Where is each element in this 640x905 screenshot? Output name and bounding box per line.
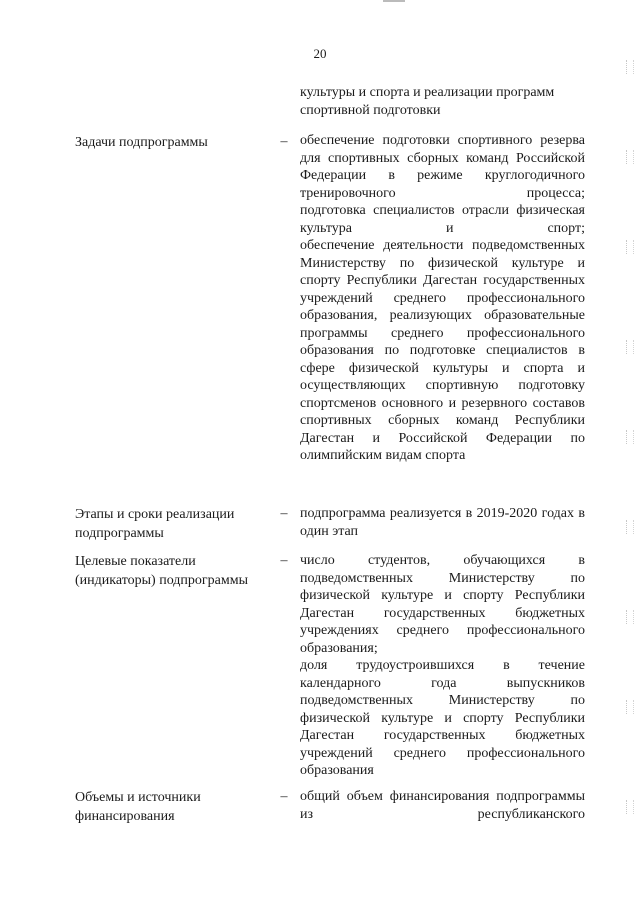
scan-artifact: [626, 520, 634, 534]
scan-artifact: [626, 800, 634, 814]
continued-paragraph: культуры и спорта и реализации программ спортивной подготовки: [300, 85, 555, 118]
paragraph: обеспечение деятельности подведомственных Министерству по физической культуре и спорту Республики Дагестан государственных учреждений среднего профессионального образования, реализующих образовательные программы среднего профессионального образования по подготовке специалистов в сфере физической культуры и спорта и осуществляющих спортивную подготовку спортсменов основного и резервного составов спортивных сборных команд Республики Дагестан и Российской Федерации по олимпийским видам спорта: [300, 238, 585, 463]
scan-artifact: [626, 610, 634, 624]
row-label-tasks: Задачи подпрограммы: [75, 135, 208, 150]
scan-mark: [383, 0, 405, 2]
continued-text: [300, 84, 585, 119]
row-dash: –: [280, 506, 288, 521]
row-label-funding: Объемы и источники финансирования: [75, 790, 201, 824]
scan-artifact: [626, 240, 634, 254]
paragraph: обеспечение подготовки спортивного резерва для спортивных сборных команд Российской Федерации в режиме круглогодичного тренировочного процесса;: [300, 133, 585, 201]
row-content-stages: [300, 505, 585, 540]
paragraph: число студентов, обучающихся в подведомственных Министерству по физической культуре и спорту Республики Дагестан государственных бюджетных учреждениях среднего профессионального образования;: [300, 553, 585, 656]
page-number: 20: [313, 46, 327, 61]
row-content-funding: [300, 788, 585, 823]
scan-artifact: [626, 700, 634, 714]
scan-artifact: [626, 150, 634, 164]
scan-artifact: [626, 340, 634, 354]
paragraph: подготовка специалистов отрасли физическая культура и спорт;: [300, 203, 585, 236]
paragraph: общий объем финансирования подпрограммы из республиканского: [300, 789, 585, 822]
row-label-indicators: Целевые показатели (индикаторы) подпрограммы: [75, 554, 248, 588]
paragraph: подпрограмма реализуется в 2019-2020 годах в один этап: [300, 506, 585, 539]
row-content-tasks: [300, 132, 585, 465]
row-dash: –: [280, 553, 288, 568]
scan-artifact: [626, 430, 634, 444]
row-dash: –: [280, 789, 288, 804]
scan-artifact: [626, 60, 634, 74]
row-dash: –: [280, 134, 288, 149]
row-content-indicators: [300, 552, 585, 780]
row-label-stages: Этапы и сроки реализации подпрограммы: [75, 507, 235, 541]
paragraph: доля трудоустроившихся в течение календарного года выпускников подведомственных Министерству по физической культуре и спорту Республики Дагестан государственных бюджетных учреждений среднего профессионального образования: [300, 658, 585, 778]
